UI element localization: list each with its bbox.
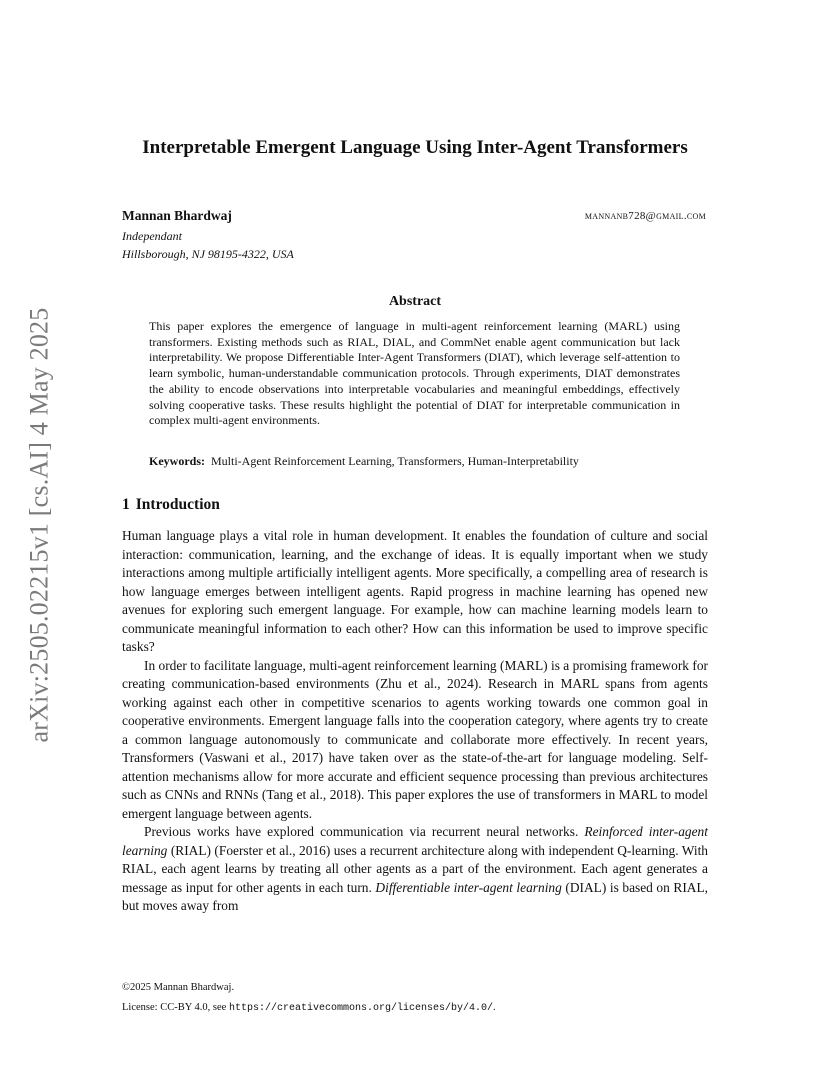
paragraph-3: Previous works have explored communication via recurrent neural networks. Reinforced inter-agent learning (RIAL) (Foerster et al., 2016) uses a recurrent architecture along with independent Q-learning. With RIAL, each agent learns by treating all other agents as a part of the environment. Each agent generates a message as input for other agents in each turn. Differentiable inter-agent learning (DIAL) is based on RIAL, but moves away from xyxy=(122,824,708,913)
section-title: Introduction xyxy=(135,496,220,513)
introduction-body xyxy=(122,527,708,916)
paragraph-1: Human language plays a vital role in human development. It enables the foundation of culture and social interaction: communication, learning, and the exchange of ideas. It is equally important when we study interactions among multiple artificially intelligent agents. More specifically, a compelling area of research is how language emerges between intelligent agents. Rapid progress in machine learning has opened new avenues for exploring such emergent language. For example, how can machine learning models learn to communicate meaningful information to each other? How can this information be used to improve specific tasks? xyxy=(122,528,708,654)
paragraph-2: In order to facilitate language, multi-agent reinforcement learning (MARL) is a promising framework for creating communication-based environments (Zhu et al., 2024). Research in MARL spans from agents working against each other in competitive scenarios to agents working towards one common goal in cooperative environments. Emergent language falls into the cooperation category, where agents try to create a common language autonomously to communicate and collaborate more effectively. In recent years, Transformers (Vaswani et al., 2017) have taken over as the state-of-the-art for language modeling. Self-attention mechanisms allow for more accurate and efficient sequence processing than previous architectures such as CNNs and RNNs (Tang et al., 2018). This paper explores the use of transformers in MARL to model emergent language between agents. xyxy=(122,657,708,821)
section-heading-introduction xyxy=(122,496,220,514)
keywords-line xyxy=(149,454,689,469)
arxiv-stamp-text: arXiv:2505.02215v1 [cs.AI] 4 May 2025 xyxy=(24,307,54,743)
author-name: Mannan Bhardwaj xyxy=(122,208,232,223)
copyright-footnote: ©2025 Mannan Bhardwaj. xyxy=(122,982,235,993)
author-email: mannanb728@gmail.com xyxy=(584,210,706,222)
author-affiliation: Independant xyxy=(122,229,182,243)
keywords-list: Multi-Agent Reinforcement Learning, Transformers, Human-Interpretability xyxy=(211,454,579,468)
license-link[interactable]: https://creativecommons.org/licenses/by/4.0/ xyxy=(228,1003,493,1014)
section-number: 1 xyxy=(122,496,130,513)
license-footnote: License: CC-BY 4.0, see https://creativecommons.org/licenses/by/4.0/. xyxy=(122,1002,496,1014)
abstract-text: This paper explores the emergence of language in multi-agent reinforcement learning (MARL) using transformers. Existing methods such as RIAL, DIAL, and CommNet enable agent communication but lack interpretability. We propose Differentiable Inter-Agent Transformers (DIAT), which leverage self-attention to learn symbolic, human-understandable communication protocols. Through experiments, DIAT demonstrates the ability to encode observations into interpretable vocabularies and meaningful embeddings, effectively solving cooperative tasks. These results highlight the potential of DIAT for interpretable communication in complex multi-agent environments. xyxy=(149,319,680,428)
dial-term: Differentiable inter-agent learning xyxy=(375,879,562,895)
paper-title: Interpretable Emergent Language Using Inter-Agent Transformers xyxy=(142,137,688,158)
author-address: Hillsborough, NJ 98195-4322, USA xyxy=(122,247,294,261)
rial-term: Reinforced inter-agent learning xyxy=(122,824,708,858)
abstract-heading: Abstract xyxy=(388,294,442,309)
arxiv-identifier-stamp xyxy=(22,290,56,760)
keywords-label: Keywords: xyxy=(149,454,205,468)
